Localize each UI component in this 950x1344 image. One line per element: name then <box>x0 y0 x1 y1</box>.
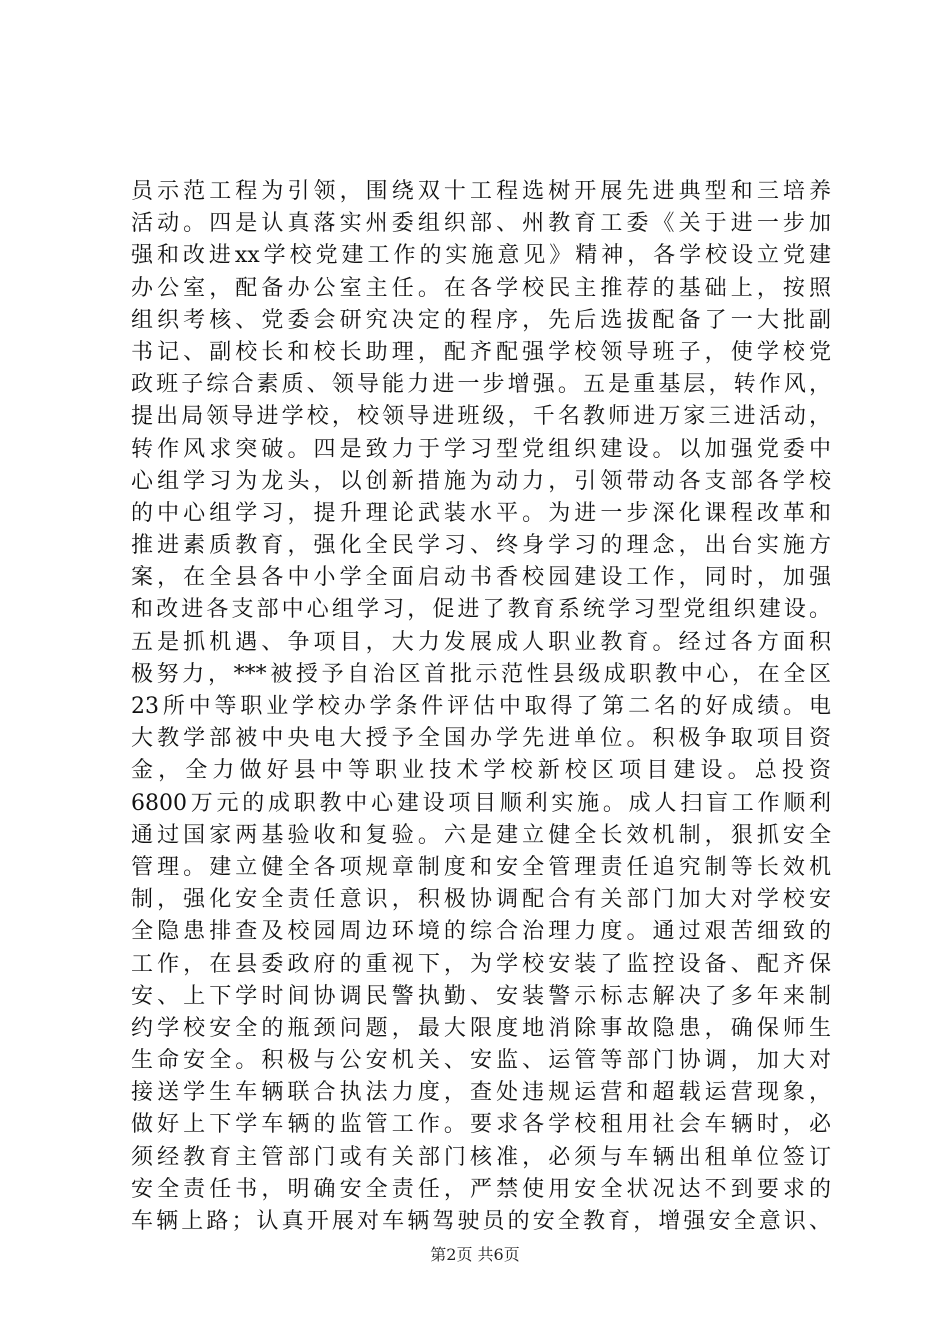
text-line: 制，强化安全责任意识，积极协调配合有关部门加大对学校安 <box>131 887 831 913</box>
text-line: 和改进各支部中心组学习，促进了教育系统学习型党组织建设。 <box>131 597 831 623</box>
text-line: 政班子综合素质、领导能力进一步增强。五是重基层，转作风， <box>131 372 831 398</box>
text-line: 极努力，***被授予自治区首批示范性县级成职教中心，在全区 <box>131 661 831 687</box>
text-line: 安、上下学时间协调民警执勤、安装警示标志解决了多年来制 <box>131 983 831 1009</box>
text-line: 工作，在县委政府的重视下，为学校安装了监控设备、配齐保 <box>131 951 831 977</box>
text-line: 须经教育主管部门或有关部门核准，必须与车辆出租单位签订 <box>131 1144 831 1170</box>
text-line: 金，全力做好县中等职业技术学校新校区项目建设。总投资 <box>131 758 831 784</box>
body-text <box>131 176 831 1238</box>
text-line: 通过国家两基验收和复验。六是建立健全长效机制，狠抓安全 <box>131 822 831 848</box>
text-line: 23所中等职业学校办学条件评估中取得了第二名的好成绩。电 <box>131 694 831 719</box>
text-line: 安全责任书，明确安全责任，严禁使用安全状况达不到要求的 <box>131 1176 831 1202</box>
text-line: 案，在全县各中小学全面启动书香校园建设工作，同时，加强 <box>131 565 831 591</box>
text-line: 推进素质教育，强化全民学习、终身学习的理念，出台实施方 <box>131 533 831 559</box>
text-line: 强和改进xx学校党建工作的实施意见》精神，各学校设立党建 <box>131 243 831 269</box>
text-line: 书记、副校长和校长助理，配齐配强学校领导班子，使学校党 <box>131 339 831 365</box>
text-line: 五是抓机遇、争项目，大力发展成人职业教育。经过各方面积 <box>131 629 831 655</box>
text-line: 生命安全。积极与公安机关、安监、运管等部门协调，加大对 <box>131 1048 831 1074</box>
text-line: 转作风求突破。四是致力于学习型党组织建设。以加强党委中 <box>131 436 831 462</box>
page-footer: 第2页 共6页 <box>430 1245 520 1264</box>
text-line: 6800万元的成职教中心建设项目顺利实施。成人扫盲工作顺利 <box>131 790 831 816</box>
text-line: 员示范工程为引领，围绕双十工程选树开展先进典型和三培养 <box>131 179 831 204</box>
text-line: 活动。四是认真落实州委组织部、州教育工委《关于进一步加 <box>131 211 831 237</box>
text-line: 车辆上路；认真开展对车辆驾驶员的安全教育，增强安全意识、 <box>131 1209 831 1234</box>
text-line: 组织考核、党委会研究决定的程序，先后选拔配备了一大批副 <box>131 307 831 333</box>
text-line: 约学校安全的瓶颈问题，最大限度地消除事故隐患，确保师生 <box>131 1015 831 1041</box>
text-line: 提出局领导进学校，校领导进班级，千名教师进万家三进活动， <box>131 404 831 430</box>
text-line: 办公室，配备办公室主任。在各学校民主推荐的基础上，按照 <box>131 275 831 301</box>
text-line: 大教学部被中央电大授予全国办学先进单位。积极争取项目资 <box>131 726 831 752</box>
text-line: 管理。建立健全各项规章制度和安全管理责任追究制等长效机 <box>131 854 831 880</box>
text-line: 心组学习为龙头，以创新措施为动力，引领带动各支部各学校 <box>131 468 831 494</box>
text-line: 的中心组学习，提升理论武装水平。为进一步深化课程改革和 <box>131 500 831 526</box>
text-line: 接送学生车辆联合执法力度，查处违规运营和超载运营现象， <box>131 1080 831 1106</box>
text-line: 全隐患排查及校园周边环境的综合治理力度。通过艰苦细致的 <box>131 919 831 945</box>
text-line: 做好上下学车辆的监管工作。要求各学校租用社会车辆时，必 <box>131 1112 831 1138</box>
